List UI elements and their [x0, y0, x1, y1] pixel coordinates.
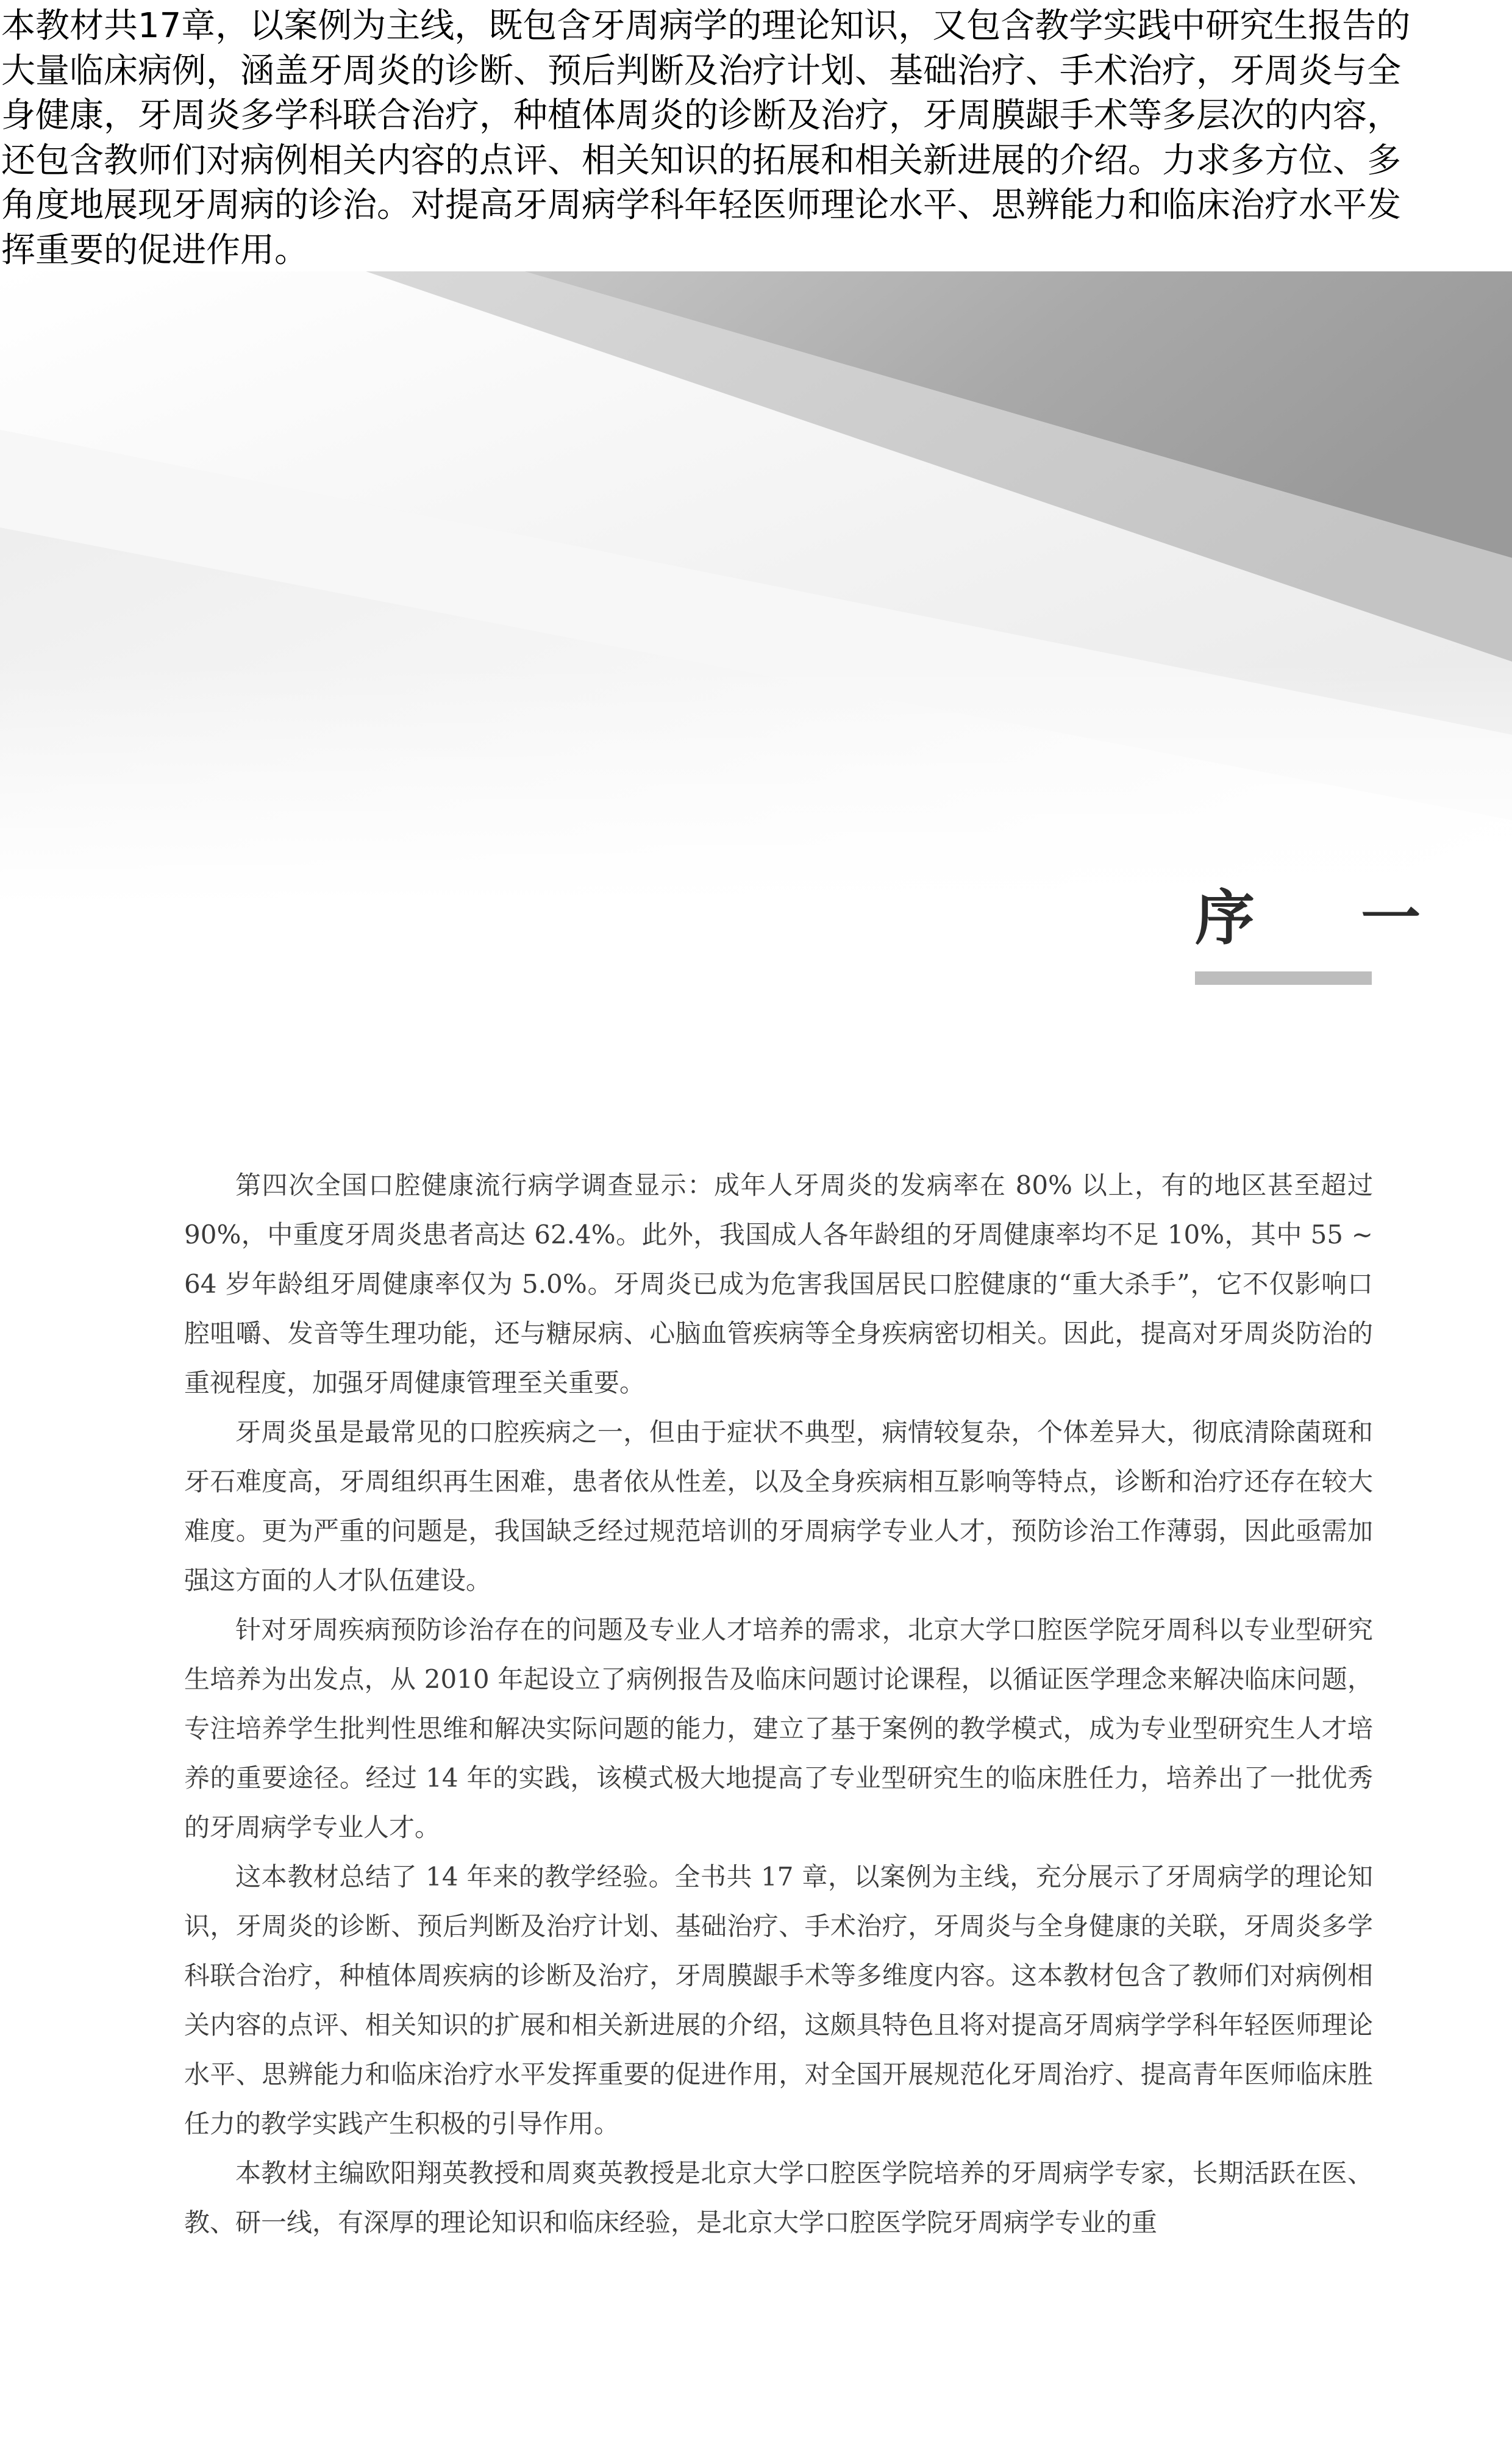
preface-paragraph: 本教材主编欧阳翔英教授和周爽英教授是北京大学口腔医学院培养的牙周病学专家，长期活跃在医、教、研一线，有深厚的理论知识和临床经验，是北京大学口腔医学院牙周病学专业的重: [184, 2158, 1373, 2237]
preface-body: [184, 1160, 1373, 2247]
title-underline-bar: [1195, 971, 1372, 985]
preface-paragraph: 牙周炎虽是最常见的口腔疾病之一，但由于症状不典型，病情较复杂，个体差异大，彻底清除菌斑和牙石难度高，牙周组织再生困难，患者依从性差，以及全身疾病相互影响等特点，诊断和治疗还存在较大难度。更为严重的问题是，我国缺乏经过规范培训的牙周病学专业人才，预防诊治工作薄弱，因此亟需加强这方面的人才队伍建设。: [184, 1417, 1373, 1595]
intro-caption-block: [0, 0, 1512, 271]
preface-paragraph: 第四次全国口腔健康流行病学调查显示：成年人牙周炎的发病率在 80% 以上，有的地区甚至超过 90%，中重度牙周炎患者高达 62.4%。此外，我国成人各年龄组的牙周健康率均不足 10%，其中 55 ~ 64 岁年龄组牙周健康率仅为 5.0%。牙周炎已成为危害我国居民口腔健康的“重大杀手”，它不仅影响口腔咀嚼、发音等生理功能，还与糖尿病、心脑血管疾病等全身疾病密切相关。因此，提高对牙周炎防治的重视程度，加强牙周健康管理至关重要。: [184, 1170, 1373, 1398]
preface-title: 序 一: [1195, 883, 1464, 953]
intro-caption-text: 本教材共17章，以案例为主线，既包含牙周病学的理论知识，又包含教学实践中研究生报告的 大量临床病例，涵盖牙周炎的诊断、预后判断及治疗计划、基础治疗、手术治疗，牙周炎与全 身健康，牙周炎多学科联合治疗，种植体周炎的诊断及治疗，牙周膜龈手术等多层次的内容， 还包含教师们对病例相关内容的点评、相关知识的拓展和相关新进展的介绍。力求多方位、多 角度地展现牙周病的诊治。对提高牙周病学科年轻医师理论水平、思辨能力和临床治疗水平发 挥重要的促进作用。: [1, 6, 1411, 270]
book-page-scan: [0, 271, 1512, 2449]
preface-paragraph: 这本教材总结了 14 年来的教学经验。全书共 17 章，以案例为主线，充分展示了牙周病学的理论知识，牙周炎的诊断、预后判断及治疗计划、基础治疗、手术治疗，牙周炎与全身健康的关联，牙周炎多学科联合治疗，种植体周疾病的诊断及治疗，牙周膜龈手术等多维度内容。这本教材包含了教师们对病例相关内容的点评、相关知识的扩展和相关新进展的介绍，这颇具特色且将对提高牙周病学学科年轻医师理论水平、思辨能力和临床治疗水平发挥重要的促进作用，对全国开展规范化牙周治疗、提高青年医师临床胜任力的教学实践产生积极的引导作用。: [184, 1862, 1373, 2139]
preface-paragraph: 针对牙周疾病预防诊治存在的问题及专业人才培养的需求，北京大学口腔医学院牙周科以专业型研究生培养为出发点，从 2010 年起设立了病例报告及临床问题讨论课程，以循证医学理念来解决临床问题，专注培养学生批判性思维和解决实际问题的能力，建立了基于案例的教学模式，成为专业型研究生人才培养的重要途径。经过 14 年的实践，该模式极大地提高了专业型研究生的临床胜任力，培养出了一批优秀的牙周病学专业人才。: [184, 1615, 1373, 1842]
decorative-gradient-banner: [0, 271, 1512, 906]
